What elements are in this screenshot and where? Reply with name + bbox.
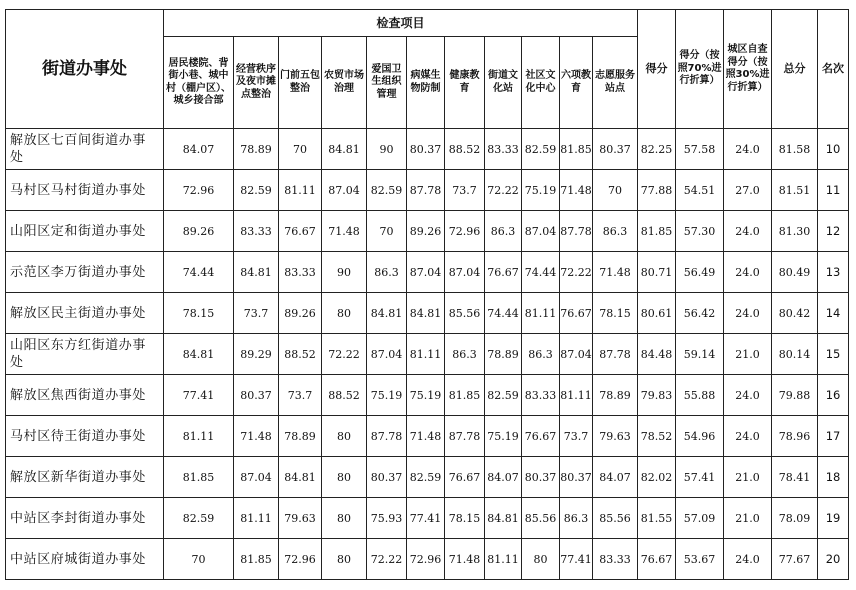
street-name: 山阳区东方红街道办事处 bbox=[6, 334, 164, 375]
street-name: 山阳区定和街道办事处 bbox=[6, 211, 164, 252]
district-score-cell: 24.0 bbox=[724, 293, 772, 334]
header-item: 志愿服务站点 bbox=[593, 37, 638, 129]
item-score: 76.67 bbox=[485, 252, 522, 293]
item-score: 75.19 bbox=[485, 416, 522, 457]
item-score: 77.41 bbox=[560, 539, 593, 580]
item-score: 79.63 bbox=[593, 416, 638, 457]
item-score: 86.3 bbox=[485, 211, 522, 252]
item-score: 87.78 bbox=[560, 211, 593, 252]
district-score-cell: 21.0 bbox=[724, 457, 772, 498]
score70-cell: 53.67 bbox=[676, 539, 724, 580]
item-score: 80 bbox=[322, 457, 367, 498]
item-score: 87.04 bbox=[445, 252, 485, 293]
table-row bbox=[6, 498, 849, 539]
item-score: 89.26 bbox=[407, 211, 445, 252]
rank-cell: 18 bbox=[818, 457, 849, 498]
item-score: 81.85 bbox=[234, 539, 279, 580]
score70-cell: 55.88 bbox=[676, 375, 724, 416]
item-score: 85.56 bbox=[522, 498, 560, 539]
item-score: 88.52 bbox=[279, 334, 322, 375]
item-score: 85.56 bbox=[445, 293, 485, 334]
item-score: 83.33 bbox=[279, 252, 322, 293]
score70-cell: 54.51 bbox=[676, 170, 724, 211]
rank-cell: 19 bbox=[818, 498, 849, 539]
item-score: 81.11 bbox=[407, 334, 445, 375]
score70-cell: 57.41 bbox=[676, 457, 724, 498]
total-cell: 79.88 bbox=[772, 375, 818, 416]
item-score: 86.3 bbox=[367, 252, 407, 293]
item-score: 87.04 bbox=[322, 170, 367, 211]
rank-cell: 14 bbox=[818, 293, 849, 334]
item-score: 90 bbox=[322, 252, 367, 293]
item-score: 90 bbox=[367, 129, 407, 170]
item-score: 86.3 bbox=[445, 334, 485, 375]
item-score: 86.3 bbox=[522, 334, 560, 375]
item-score: 82.59 bbox=[522, 129, 560, 170]
ranking-table bbox=[5, 9, 849, 580]
item-score: 83.33 bbox=[522, 375, 560, 416]
item-score: 78.89 bbox=[485, 334, 522, 375]
item-score: 86.3 bbox=[593, 211, 638, 252]
score-cell: 81.55 bbox=[638, 498, 676, 539]
district-score-cell: 24.0 bbox=[724, 129, 772, 170]
item-score: 71.48 bbox=[560, 170, 593, 211]
table-row bbox=[6, 293, 849, 334]
item-score: 87.78 bbox=[407, 170, 445, 211]
street-name: 解放区民主街道办事处 bbox=[6, 293, 164, 334]
rank-cell: 17 bbox=[818, 416, 849, 457]
item-score: 87.04 bbox=[560, 334, 593, 375]
score-cell: 82.25 bbox=[638, 129, 676, 170]
header-street: 街道办事处 bbox=[6, 10, 164, 129]
item-score: 78.89 bbox=[234, 129, 279, 170]
item-score: 72.22 bbox=[485, 170, 522, 211]
score-cell: 82.02 bbox=[638, 457, 676, 498]
item-score: 87.78 bbox=[367, 416, 407, 457]
item-score: 86.3 bbox=[560, 498, 593, 539]
item-score: 81.11 bbox=[522, 293, 560, 334]
header-score70: 得分（按照70%进行折算） bbox=[676, 10, 724, 129]
item-score: 77.41 bbox=[407, 498, 445, 539]
item-score: 75.19 bbox=[367, 375, 407, 416]
item-score: 80.37 bbox=[407, 129, 445, 170]
item-score: 78.15 bbox=[445, 498, 485, 539]
item-score: 74.44 bbox=[164, 252, 234, 293]
item-score: 80 bbox=[322, 416, 367, 457]
item-score: 80 bbox=[322, 539, 367, 580]
rank-cell: 12 bbox=[818, 211, 849, 252]
rank-cell: 10 bbox=[818, 129, 849, 170]
header-district-score: 城区自查得分（按照30%进行折算） bbox=[724, 10, 772, 129]
item-score: 89.26 bbox=[279, 293, 322, 334]
item-score: 81.11 bbox=[485, 539, 522, 580]
street-name: 中站区李封街道办事处 bbox=[6, 498, 164, 539]
item-score: 75.19 bbox=[522, 170, 560, 211]
item-score: 81.11 bbox=[234, 498, 279, 539]
total-cell: 81.58 bbox=[772, 129, 818, 170]
rank-cell: 15 bbox=[818, 334, 849, 375]
item-score: 84.81 bbox=[322, 129, 367, 170]
district-score-cell: 24.0 bbox=[724, 416, 772, 457]
table-row bbox=[6, 211, 849, 252]
item-score: 81.11 bbox=[560, 375, 593, 416]
item-score: 70 bbox=[593, 170, 638, 211]
item-score: 89.29 bbox=[234, 334, 279, 375]
district-score-cell: 24.0 bbox=[724, 211, 772, 252]
score70-cell: 56.42 bbox=[676, 293, 724, 334]
item-score: 77.41 bbox=[164, 375, 234, 416]
header-rank: 名次 bbox=[818, 10, 849, 129]
header-item: 爱国卫生组织管理 bbox=[367, 37, 407, 129]
score70-cell: 54.96 bbox=[676, 416, 724, 457]
item-score: 84.81 bbox=[164, 334, 234, 375]
item-score: 78.89 bbox=[279, 416, 322, 457]
score-cell: 76.67 bbox=[638, 539, 676, 580]
item-score: 87.78 bbox=[445, 416, 485, 457]
header-item: 居民楼院、背街小巷、城中村（棚户区）、城乡接合部 bbox=[164, 37, 234, 129]
header-item: 门前五包整治 bbox=[279, 37, 322, 129]
score70-cell: 57.30 bbox=[676, 211, 724, 252]
score70-cell: 57.09 bbox=[676, 498, 724, 539]
total-cell: 78.96 bbox=[772, 416, 818, 457]
item-score: 88.52 bbox=[322, 375, 367, 416]
item-score: 87.04 bbox=[522, 211, 560, 252]
item-score: 71.48 bbox=[407, 416, 445, 457]
item-score: 72.96 bbox=[445, 211, 485, 252]
item-score: 74.44 bbox=[485, 293, 522, 334]
rank-cell: 20 bbox=[818, 539, 849, 580]
total-cell: 81.30 bbox=[772, 211, 818, 252]
item-score: 73.7 bbox=[279, 375, 322, 416]
item-score: 81.11 bbox=[279, 170, 322, 211]
street-name: 中站区府城街道办事处 bbox=[6, 539, 164, 580]
table-row bbox=[6, 129, 849, 170]
item-score: 87.78 bbox=[593, 334, 638, 375]
header-score: 得分 bbox=[638, 10, 676, 129]
district-score-cell: 24.0 bbox=[724, 539, 772, 580]
item-score: 87.04 bbox=[367, 334, 407, 375]
item-score: 82.59 bbox=[234, 170, 279, 211]
item-score: 74.44 bbox=[522, 252, 560, 293]
rank-cell: 16 bbox=[818, 375, 849, 416]
score-cell: 81.85 bbox=[638, 211, 676, 252]
item-score: 81.85 bbox=[445, 375, 485, 416]
item-score: 84.81 bbox=[485, 498, 522, 539]
table-row bbox=[6, 375, 849, 416]
item-score: 82.59 bbox=[407, 457, 445, 498]
item-score: 89.26 bbox=[164, 211, 234, 252]
item-score: 73.7 bbox=[560, 416, 593, 457]
item-score: 80.37 bbox=[522, 457, 560, 498]
item-score: 72.96 bbox=[279, 539, 322, 580]
item-score: 72.96 bbox=[164, 170, 234, 211]
street-name: 解放区焦西街道办事处 bbox=[6, 375, 164, 416]
table-row bbox=[6, 252, 849, 293]
item-score: 79.63 bbox=[279, 498, 322, 539]
item-score: 83.33 bbox=[234, 211, 279, 252]
item-score: 87.04 bbox=[234, 457, 279, 498]
score-cell: 79.83 bbox=[638, 375, 676, 416]
item-score: 78.15 bbox=[593, 293, 638, 334]
item-score: 72.96 bbox=[407, 539, 445, 580]
item-score: 83.33 bbox=[593, 539, 638, 580]
item-score: 72.22 bbox=[560, 252, 593, 293]
street-name: 马村区马村街道办事处 bbox=[6, 170, 164, 211]
item-score: 71.48 bbox=[322, 211, 367, 252]
score-cell: 80.61 bbox=[638, 293, 676, 334]
rank-cell: 11 bbox=[818, 170, 849, 211]
item-score: 78.15 bbox=[164, 293, 234, 334]
item-score: 72.22 bbox=[322, 334, 367, 375]
item-score: 76.67 bbox=[279, 211, 322, 252]
header-item: 农贸市场治理 bbox=[322, 37, 367, 129]
item-score: 84.81 bbox=[279, 457, 322, 498]
table-row bbox=[6, 539, 849, 580]
item-score: 71.48 bbox=[593, 252, 638, 293]
item-score: 84.81 bbox=[234, 252, 279, 293]
table-row bbox=[6, 416, 849, 457]
item-score: 75.93 bbox=[367, 498, 407, 539]
item-score: 80.37 bbox=[593, 129, 638, 170]
item-score: 88.52 bbox=[445, 129, 485, 170]
item-score: 85.56 bbox=[593, 498, 638, 539]
item-score: 73.7 bbox=[234, 293, 279, 334]
district-score-cell: 21.0 bbox=[724, 334, 772, 375]
score-cell: 84.48 bbox=[638, 334, 676, 375]
header-item: 街道文化站 bbox=[485, 37, 522, 129]
district-score-cell: 27.0 bbox=[724, 170, 772, 211]
header-item: 经营秩序及夜市摊点整治 bbox=[234, 37, 279, 129]
score-cell: 77.88 bbox=[638, 170, 676, 211]
item-score: 75.19 bbox=[407, 375, 445, 416]
item-score: 73.7 bbox=[445, 170, 485, 211]
score70-cell: 56.49 bbox=[676, 252, 724, 293]
total-cell: 77.67 bbox=[772, 539, 818, 580]
table-row bbox=[6, 170, 849, 211]
item-score: 81.85 bbox=[560, 129, 593, 170]
item-score: 84.81 bbox=[407, 293, 445, 334]
score-cell: 78.52 bbox=[638, 416, 676, 457]
street-name: 解放区新华街道办事处 bbox=[6, 457, 164, 498]
item-score: 70 bbox=[279, 129, 322, 170]
item-score: 84.07 bbox=[593, 457, 638, 498]
header-item: 健康教育 bbox=[445, 37, 485, 129]
item-score: 84.07 bbox=[164, 129, 234, 170]
item-score: 83.33 bbox=[485, 129, 522, 170]
district-score-cell: 24.0 bbox=[724, 252, 772, 293]
table-row bbox=[6, 457, 849, 498]
item-score: 82.59 bbox=[485, 375, 522, 416]
item-score: 80.37 bbox=[560, 457, 593, 498]
item-score: 80 bbox=[522, 539, 560, 580]
header-item: 病媒生物防制 bbox=[407, 37, 445, 129]
item-score: 70 bbox=[164, 539, 234, 580]
street-name: 解放区七百间街道办事处 bbox=[6, 129, 164, 170]
total-cell: 80.49 bbox=[772, 252, 818, 293]
item-score: 72.22 bbox=[367, 539, 407, 580]
item-score: 71.48 bbox=[445, 539, 485, 580]
header-item: 六项教育 bbox=[560, 37, 593, 129]
header-total: 总分 bbox=[772, 10, 818, 129]
header-item: 社区文化中心 bbox=[522, 37, 560, 129]
item-score: 84.07 bbox=[485, 457, 522, 498]
total-cell: 81.51 bbox=[772, 170, 818, 211]
item-score: 76.67 bbox=[445, 457, 485, 498]
score70-cell: 57.58 bbox=[676, 129, 724, 170]
item-score: 81.11 bbox=[164, 416, 234, 457]
item-score: 80.37 bbox=[367, 457, 407, 498]
total-cell: 78.41 bbox=[772, 457, 818, 498]
total-cell: 78.09 bbox=[772, 498, 818, 539]
district-score-cell: 21.0 bbox=[724, 498, 772, 539]
item-score: 80 bbox=[322, 293, 367, 334]
district-score-cell: 24.0 bbox=[724, 375, 772, 416]
item-score: 76.67 bbox=[522, 416, 560, 457]
item-score: 70 bbox=[367, 211, 407, 252]
item-score: 82.59 bbox=[367, 170, 407, 211]
total-cell: 80.14 bbox=[772, 334, 818, 375]
item-score: 78.89 bbox=[593, 375, 638, 416]
item-score: 82.59 bbox=[164, 498, 234, 539]
item-score: 81.85 bbox=[164, 457, 234, 498]
rank-cell: 13 bbox=[818, 252, 849, 293]
street-name: 马村区待王街道办事处 bbox=[6, 416, 164, 457]
item-score: 84.81 bbox=[367, 293, 407, 334]
item-score: 80 bbox=[322, 498, 367, 539]
item-score: 76.67 bbox=[560, 293, 593, 334]
item-score: 80.37 bbox=[234, 375, 279, 416]
item-score: 87.04 bbox=[407, 252, 445, 293]
score-cell: 80.71 bbox=[638, 252, 676, 293]
table-row bbox=[6, 334, 849, 375]
score70-cell: 59.14 bbox=[676, 334, 724, 375]
total-cell: 80.42 bbox=[772, 293, 818, 334]
street-name: 示范区李万街道办事处 bbox=[6, 252, 164, 293]
item-score: 71.48 bbox=[234, 416, 279, 457]
header-inspection-group: 检查项目 bbox=[164, 10, 638, 37]
